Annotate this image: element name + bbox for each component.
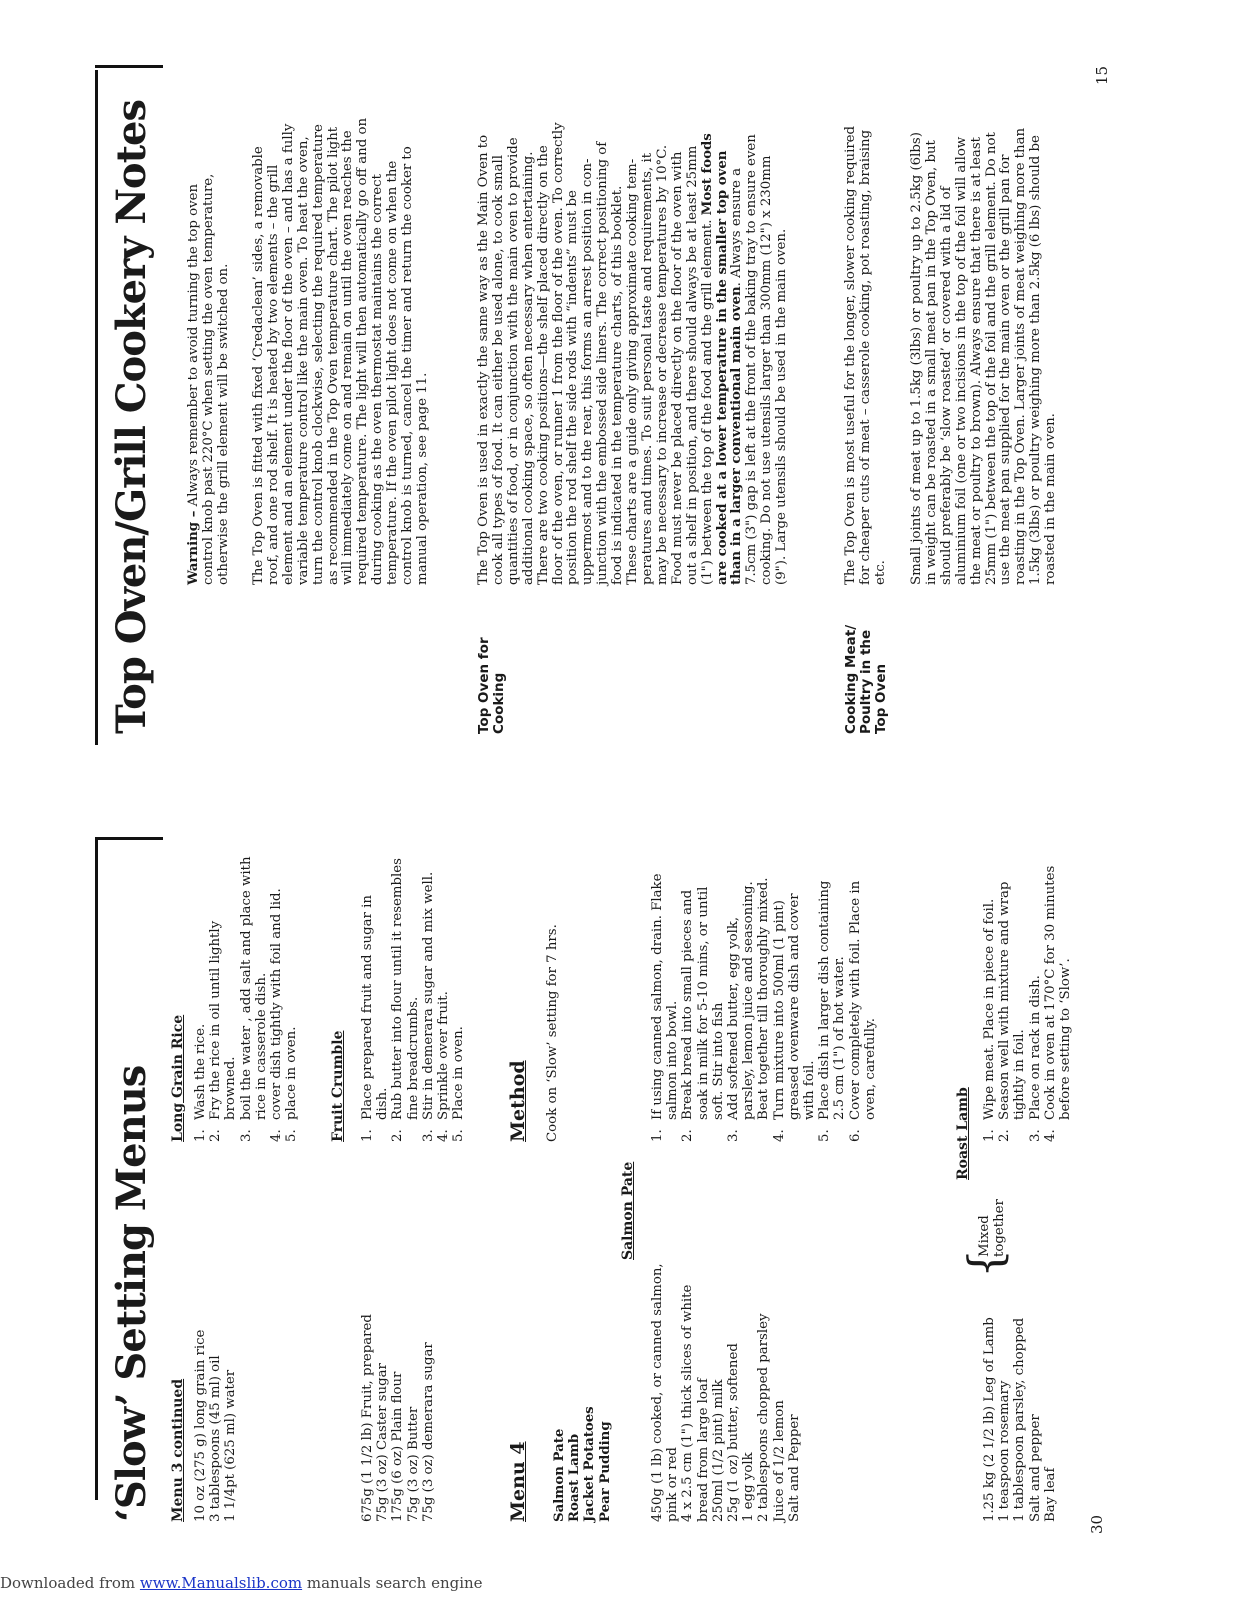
method-step [284, 856, 299, 1142]
paragraph-line: in weight can be roasted in a small meat pan in the Top Oven, but [923, 140, 939, 585]
menu-item: Salmon Pate [552, 1428, 567, 1522]
method-step [680, 874, 726, 1143]
roast-lamb-heading: Roast Lamb [955, 1087, 971, 1180]
step-text: Season well with mixture and wrap [997, 881, 1013, 1120]
paragraph-line: as recommended in the Top Oven temperature chart. The pilot light [325, 126, 341, 585]
ingredient-line: bread from large loaf [695, 1378, 711, 1522]
manualslib-link[interactable]: www.Manualslib.com [139, 1574, 303, 1592]
step-text: parsley, lemon juice and seasoning. [741, 881, 757, 1120]
paragraph-line: quantities of food, or in conjunction with the main oven to provide [505, 137, 521, 585]
step-text: Rub butter into flour until it resembles [390, 858, 406, 1120]
step-text: Beat together till thoroughly mixed. [756, 877, 772, 1120]
cooking-meat-poultry-heading [844, 625, 889, 734]
method-step [772, 874, 818, 1143]
step-number: 1. [982, 1129, 997, 1142]
method-step [436, 858, 451, 1142]
meat-poultry-paragraph-1 [844, 126, 889, 585]
step-number: 3. [238, 1129, 254, 1142]
download-footer [0, 1574, 1237, 1600]
paragraph-line: manual operation, see page 11. [414, 372, 430, 585]
paragraph-line: additional cooking space, so often necessary when entertaining. [520, 151, 536, 585]
right-top-rule [95, 70, 98, 745]
step-number: 4. [269, 1129, 285, 1142]
warning-lead: Warning – [186, 510, 201, 585]
step-number: 4. [1042, 1129, 1058, 1142]
ingredient-line: 1 tablespoon parsley, chopped [1012, 1317, 1028, 1522]
right-rule-tick [95, 65, 163, 68]
ingredient-line: 675g (1 1/2 lb) Fruit, prepared [360, 1314, 375, 1522]
side-heading-line: Top Oven for [476, 637, 492, 734]
method-step [1028, 866, 1043, 1142]
roast-lamb-ingredients [982, 1317, 1058, 1522]
method-step [997, 866, 1027, 1142]
mixed-together-label [977, 1199, 1007, 1257]
step-text: Break bread into small pieces and [680, 889, 696, 1120]
ingredient-line: Salt and pepper [1027, 1414, 1043, 1522]
paragraph-line: roasted in the main oven. [1043, 413, 1059, 585]
paragraph-line: (9"). Large utensils should be used in the main oven. [774, 228, 790, 585]
paragraph-line: temperature. If the oven pilot light does not come on when the [385, 160, 401, 585]
ingredient-line: pink or red [665, 1447, 681, 1522]
paragraph-line: aluminium foil (one or two incisions in the top of the foil will allow [953, 136, 969, 585]
right-page-number: 15 [1093, 65, 1111, 85]
left-top-rule [95, 840, 98, 1500]
step-text: Cook in oven at 170°C for 30 minutes [1042, 865, 1058, 1120]
top-oven-for-cooking-heading [477, 637, 507, 734]
long-grain-rice-steps [193, 856, 299, 1142]
step-text: soft. Stir into fish [710, 1002, 726, 1120]
ingredient-line: 1.25 kg (2 1/2 lb) Leg of Lamb [982, 1317, 997, 1522]
paragraph-line: turn the control knob clockwise, selecting the required temperature [310, 124, 326, 585]
step-text: soak in milk for 5-10 mins, or until [695, 886, 711, 1120]
paragraph-line: food is indicated in the temperature charts, of this booklet. [610, 185, 626, 585]
step-text: Place in oven. [451, 1026, 467, 1120]
paragraph-line: These charts are a guide only giving approximate cooking tem- [625, 158, 641, 585]
paragraph-line: The Top Oven is fitted with fixed ‘Credaclean’ sides, a removable [251, 146, 266, 585]
step-number: 1. [360, 1129, 375, 1142]
step-text: Stir in demerara sugar and mix well. [420, 871, 436, 1120]
ingredient-line: 450g (1 lb) cooked, or canned salmon, [650, 1263, 665, 1522]
method-step [390, 858, 420, 1142]
left-rule-tick [95, 837, 163, 840]
method-step [193, 856, 208, 1142]
left-page-number: 30 [1088, 1514, 1106, 1534]
method-step [817, 874, 847, 1143]
step-number: 5. [817, 1129, 833, 1142]
menu4-heading: Menu 4 [507, 1441, 529, 1522]
step-text: boil the water , add salt and place with [238, 856, 254, 1120]
method-step [269, 856, 284, 1142]
ingredient-line: 3 tablespoons (45 ml) oil [208, 1355, 224, 1522]
step-text: rice in casserole dish. [253, 972, 269, 1120]
paragraph-line: variable temperature control like the main oven. To heat the oven, [295, 136, 311, 585]
fruit-crumble-steps [360, 858, 466, 1142]
side-heading-line: Cooking [491, 672, 507, 734]
method-step [982, 866, 997, 1142]
warning-line: otherwise the grill element will be switched on. [215, 263, 231, 585]
step-number: 2. [680, 1129, 696, 1142]
ingredient-line: 75g (3 oz) Butter [405, 1406, 421, 1522]
ingredient-line: 25g (1 oz) butter, softened [726, 1343, 742, 1522]
ingredient-line: Juice of 1/2 lemon [771, 1400, 787, 1522]
step-text: Cover completely with foil. Place in [847, 880, 863, 1120]
step-text: salmon into bowl. [665, 1000, 681, 1120]
method-step [208, 856, 238, 1142]
brace-label-line: Mixed [977, 1215, 992, 1257]
paragraph-line: There are two cooking positions—the shelf placed directly on the [535, 145, 551, 585]
side-heading-line: Top Oven [873, 663, 889, 734]
paragraph-line: floor of the oven, or runner 1 from the floor of the oven. To correctly [550, 122, 566, 585]
paragraph-line: The Top Oven is used in exactly the same way as the Main Oven to [476, 134, 491, 585]
paragraph-line: 7.5cm (3") gap is left at the front of the baking tray to ensure even [744, 134, 760, 585]
step-number: 1. [193, 1129, 208, 1142]
step-number: 3. [726, 1129, 742, 1142]
right-page-title: Top Oven/Grill Cookery Notes [108, 99, 155, 734]
menu4-items [552, 1406, 613, 1522]
fruit-crumble-heading: Fruit Crumble [330, 1030, 346, 1142]
step-text: Turn mixture into 500ml (1 pint) [771, 900, 787, 1120]
method-step [650, 874, 680, 1143]
paragraph-line: should preferably be ‘slow roasted’ or covered with a lid of [938, 186, 954, 585]
paragraph-line: than in a larger conventional main oven. Always ensure a [729, 167, 745, 585]
paragraph-line: out a shelf in position, and there should always be at least 25mm [684, 145, 700, 585]
step-text: Fry the rice in oil until lightly [208, 920, 224, 1120]
salmon-pate-ingredients [650, 1263, 802, 1522]
mixed-together-brace: { [958, 1248, 1012, 1278]
side-heading-line: Poultry in the [858, 629, 874, 734]
footer-suffix: manuals search engine [302, 1574, 483, 1592]
step-text: Wash the rice. [193, 1023, 208, 1120]
footer-prefix: Downloaded from [0, 1574, 140, 1592]
step-text: tightly in foil. [1012, 1029, 1028, 1120]
paragraph-line: control knob is turned, cancel the timer and return the cooker to [400, 146, 416, 585]
salmon-pate-steps [650, 874, 878, 1143]
step-text: place in oven. [284, 1026, 300, 1120]
step-text: Add softened butter, egg yolk, [726, 916, 742, 1120]
side-heading-line: Cooking Meat/ [843, 624, 859, 734]
ingredient-line: 75g (3 oz) Caster sugar [375, 1363, 391, 1522]
paragraph-line: cooking. Do not use utensils larger than 300mm (12") x 230mm [759, 155, 775, 585]
paragraph-line: will immediately come on and remain on until the oven reaches the [340, 130, 356, 585]
paragraph-line: 25mm (1") between the top of the foil and the grill element. Do not [983, 132, 999, 585]
top-oven-intro-paragraph [252, 118, 431, 585]
meat-poultry-paragraph-2 [910, 128, 1059, 585]
step-text: Sprinkle over fruit. [436, 991, 452, 1120]
method-step [848, 874, 878, 1143]
ingredient-line: 2 tablespoons chopped parsley [756, 1313, 772, 1522]
step-text: browned. [223, 1056, 239, 1120]
top-oven-for-cooking-paragraph [477, 122, 790, 585]
method-step [421, 858, 436, 1142]
ingredient-line: 10 oz (275 g) long grain rice [193, 1329, 208, 1522]
ingredient-line: 250ml (1/2 pint) milk [710, 1379, 726, 1522]
paragraph-line: use the meat pan supplied for the main oven or the grill pan for [998, 154, 1014, 585]
roast-lamb-steps [982, 866, 1073, 1142]
step-text: greased ovenware dish and cover [786, 893, 802, 1120]
method-step [239, 856, 269, 1142]
step-text: Wipe meat. Place in piece of foil. [982, 898, 997, 1120]
step-number: 4. [436, 1129, 452, 1142]
paragraph-line: etc. [872, 560, 888, 585]
method-heading: Method [507, 1060, 529, 1142]
paragraph-line: required temperature. The light will then automatically go off and on [355, 117, 371, 585]
menu-item: Jacket Potatoes [582, 1406, 598, 1522]
paragraph-line: Food must never be placed directly on the floor of the oven with [669, 151, 685, 585]
paragraph-line: may be necessary to increase or decrease temperatures by 10°C. [654, 144, 670, 585]
step-number: 6. [847, 1129, 863, 1142]
step-number: 5. [451, 1129, 467, 1142]
step-text: fine breadcrumbs. [405, 996, 421, 1120]
method-step [451, 858, 466, 1142]
step-number: 2. [208, 1129, 224, 1142]
paragraph-line: roof, and one rod shelf. It is heated by two elements – the grill [265, 164, 281, 585]
step-number: 3. [420, 1129, 436, 1142]
step-number: 1. [650, 1129, 665, 1142]
ingredient-line: 4 x 2.5 cm (1") thick slices of white [680, 1284, 696, 1522]
step-text: 2.5 cm (1") of hot water. [832, 956, 848, 1120]
long-grain-rice-heading: Long Grain Rice [170, 1014, 186, 1142]
warning-line: Always remember to avoid turning the top oven [186, 183, 201, 511]
step-number: 3. [1027, 1129, 1043, 1142]
paragraph-line: peratures and times. To suit personal taste and requirements, it [639, 152, 655, 585]
paragraph-line: element and an element under the floor of the oven – and has a fully [280, 123, 296, 585]
ingredient-line: 75g (3 oz) demerara sugar [420, 1342, 436, 1522]
method-text: Cook on ‘Slow’ setting for 7 hrs. [545, 924, 560, 1142]
step-text: If using canned salmon, drain. Flake [650, 873, 665, 1120]
paragraph-line: Small joints of meat up to 1.5kg (3lbs) or poultry up to 2.5kg (6lbs) [909, 132, 924, 585]
ingredient-line: 175g (6 oz) Plain flour [390, 1371, 406, 1522]
paragraph-line: junction with the embossed side liners. The correct positioning of [595, 141, 611, 585]
step-text: cover dish tightly with foil and lid. [269, 888, 285, 1120]
warning-line: control knob past 220°C when setting the oven temperature, [200, 173, 216, 585]
step-text: Place on rack in dish. [1027, 975, 1043, 1120]
step-text: with foil. [802, 1060, 818, 1120]
paragraph-line: (1") between the top of the food and the grill element. Most foods [699, 133, 715, 585]
paragraph-line: for cheaper cuts of meat – casserole cooking, pot roasting, braising [857, 129, 873, 585]
warning-paragraph [187, 174, 232, 585]
paragraph-line: the meat or poultry to brown). Always ensure that there is at least [968, 136, 984, 585]
ingredient-line: Salt and Pepper [786, 1414, 802, 1522]
paragraph-line: cook all types of food. It can either be used alone, to cook small [490, 154, 506, 585]
brace-label-line: together [992, 1199, 1008, 1257]
paragraph-line: uppermost and to the rear, this forms an arrest position in con- [580, 158, 596, 585]
paragraph-line: roasting in the Top Oven. Larger joints of meat weighing more than [1013, 127, 1029, 585]
method-step [1043, 866, 1073, 1142]
left-page-title: ‘Slow’ Setting Menus [108, 1065, 155, 1522]
menu-item: Roast Lamb [567, 1433, 583, 1522]
step-text: oven, carefully. [862, 1018, 878, 1120]
ingredient-line: 1 1/4pt (625 ml) water [223, 1369, 239, 1522]
ingredient-line: 1 teaspoon rosemary [997, 1380, 1013, 1522]
paragraph-line: The Top Oven is most useful for the longer, slower cooking required [843, 125, 858, 585]
ingredient-line: 1 egg yolk [741, 1452, 757, 1522]
ingredient-line: Bay leaf [1042, 1467, 1058, 1522]
paragraph-line: are cooked at a lower temperature in the smaller top oven [714, 150, 730, 585]
step-number: 2. [997, 1129, 1013, 1142]
method-step [726, 874, 772, 1143]
step-number: 5. [284, 1129, 300, 1142]
paragraph-line: during cooking as the oven thermostat maintains the correct [370, 174, 386, 585]
method-step [360, 858, 390, 1142]
step-text: before setting to ‘Slow’. [1058, 958, 1074, 1120]
step-number: 2. [390, 1129, 406, 1142]
menu3-ingredients [193, 1330, 239, 1522]
menu-item: Pear Pudding [597, 1421, 613, 1522]
step-text: Place prepared fruit and sugar in [360, 895, 375, 1120]
menu3-heading: Menu 3 continued [170, 1378, 186, 1522]
fruit-crumble-ingredients [360, 1314, 436, 1522]
step-number: 4. [771, 1129, 787, 1142]
paragraph-line: 1.5kg (3lbs) or poultry weighing more than 2.5kg (6 lbs) should be [1028, 135, 1044, 585]
salmon-pate-heading: Salmon Pate [620, 1161, 636, 1260]
step-text: Place dish in larger dish containing [817, 880, 833, 1120]
step-text: dish. [375, 1087, 391, 1120]
paragraph-line: position the rod shelf the side rods with “indents” must be [565, 190, 581, 585]
